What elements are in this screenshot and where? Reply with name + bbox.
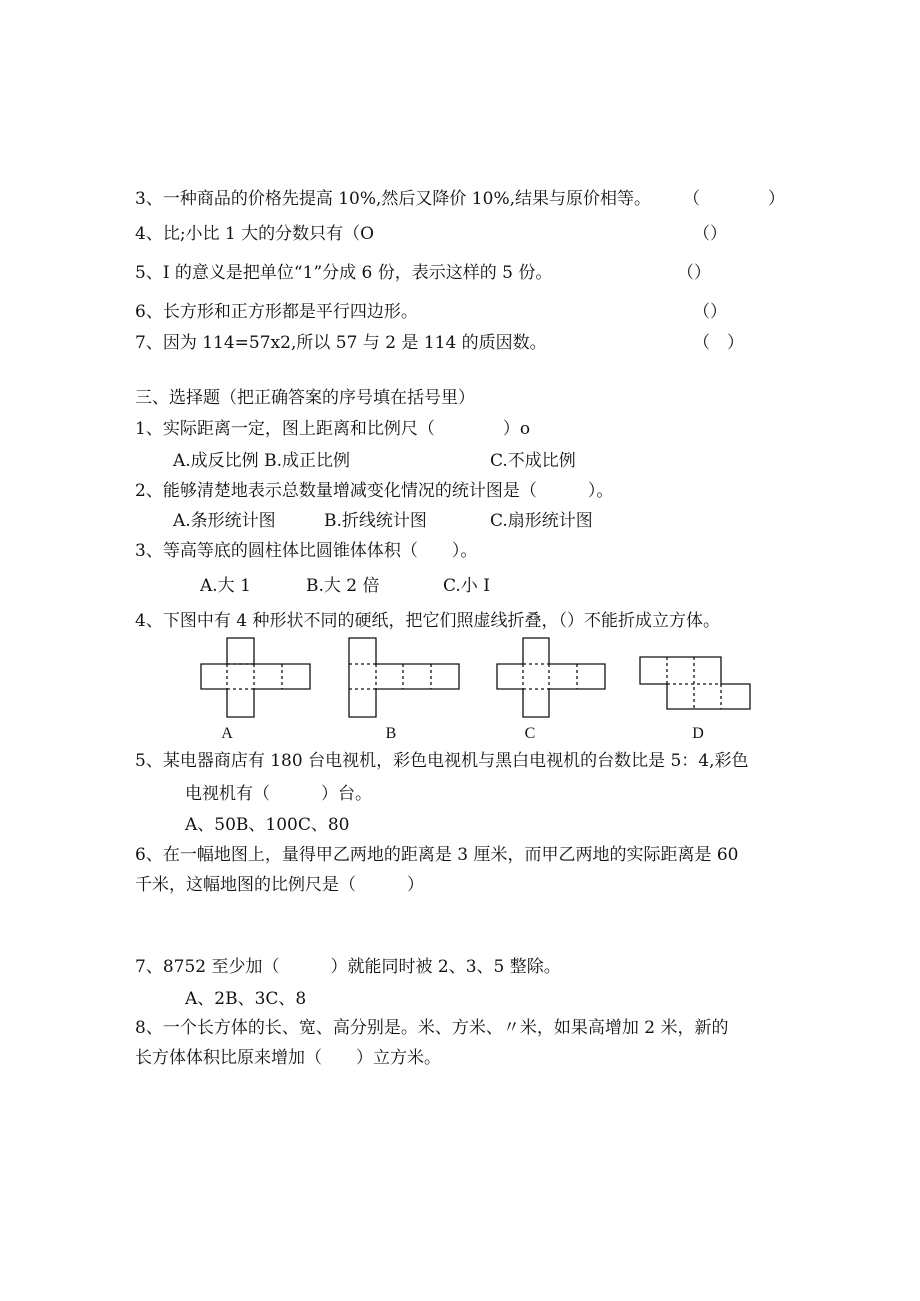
mc-question-6-line1: 6、在一幅地图上，量得甲乙两地的距离是 3 厘米，而甲乙两地的实际距离是 60 xyxy=(135,845,739,865)
mc-option-2b: B.折线统计图 xyxy=(324,511,427,531)
tf-question-5: 5、I 的意义是把单位“1”分成 6 份，表示这样的 5 份。 xyxy=(135,263,553,283)
tf-question-6: 6、长方形和正方形都是平行四边形。 xyxy=(135,302,418,322)
net-label-a: A xyxy=(221,725,233,742)
mc-question-2: 2、能够清楚地表示总数量增减变化情况的统计图是（ ）。 xyxy=(135,481,614,501)
cube-net-a xyxy=(201,638,310,717)
mc-option-3a: A.大 1 xyxy=(200,576,251,596)
mc-question-5-line2: 电视机有（ ）台。 xyxy=(185,784,372,804)
cube-nets-figure xyxy=(195,632,765,744)
mc-option-2c: C.扇形统计图 xyxy=(490,511,593,531)
mc-option-3b: B.大 2 倍 xyxy=(306,576,380,596)
mc-question-7: 7、8752 至少加（ ）就能同时被 2、3、5 整除。 xyxy=(135,957,561,977)
tf-question-4: 4、比;小比 1 大的分数只有（O xyxy=(135,224,375,244)
mc-question-6-line2: 千米，这幅地图的比例尺是（ ） xyxy=(135,875,424,895)
tf-question-3: 3、一种商品的价格先提高 10%,然后又降价 10%,结果与原价相等。 xyxy=(135,189,652,209)
answer-blank: （ ） xyxy=(693,333,744,353)
answer-blank: （ ） xyxy=(683,189,785,209)
cube-net-c xyxy=(497,638,605,717)
mc-question-4: 4、下图中有 4 种形状不同的硬纸，把它们照虚线折叠，（）不能折成立方体。 xyxy=(135,611,720,631)
mc-question-1: 1、实际距离一定，图上距离和比例尺（ ）o xyxy=(135,419,531,439)
mc-option-3c: C.小 I xyxy=(443,576,490,596)
mc-option-1c: C.不成比例 xyxy=(490,451,576,471)
mc-question-5-line1: 5、某电器商店有 180 台电视机，彩色电视机与黑白电视机的台数比是 5：4,彩色 xyxy=(135,751,749,771)
answer-blank: （） xyxy=(693,302,727,322)
mc-options-7: A、2B、3C、8 xyxy=(185,989,307,1009)
section-heading: 三、选择题（把正确答案的序号填在括号里） xyxy=(135,388,475,408)
mc-option-2a: A.条形统计图 xyxy=(173,511,276,531)
mc-question-3: 3、等高等底的圆柱体比圆锥体体积（ ）。 xyxy=(135,541,478,561)
cube-net-b xyxy=(349,638,459,717)
net-label-b: B xyxy=(385,725,397,742)
mc-options-1: A.成反比例 B.成正比例 xyxy=(173,451,350,471)
mc-question-8-line1: 8、一个长方体的长、宽、高分别是。米、方米、〃米，如果高增加 2 米，新的 xyxy=(135,1018,729,1038)
cube-net-d xyxy=(640,657,750,709)
net-label-c: C xyxy=(524,725,536,742)
answer-blank: （） xyxy=(677,263,711,283)
net-label-d: D xyxy=(692,725,704,742)
mc-question-8-line2: 长方体体积比原来增加（ ）立方米。 xyxy=(135,1048,441,1068)
tf-question-7: 7、因为 114=57x2,所以 57 与 2 是 114 的质因数。 xyxy=(135,333,547,353)
mc-options-5: A、50B、100C、80 xyxy=(185,815,350,835)
answer-blank: （） xyxy=(693,224,727,244)
